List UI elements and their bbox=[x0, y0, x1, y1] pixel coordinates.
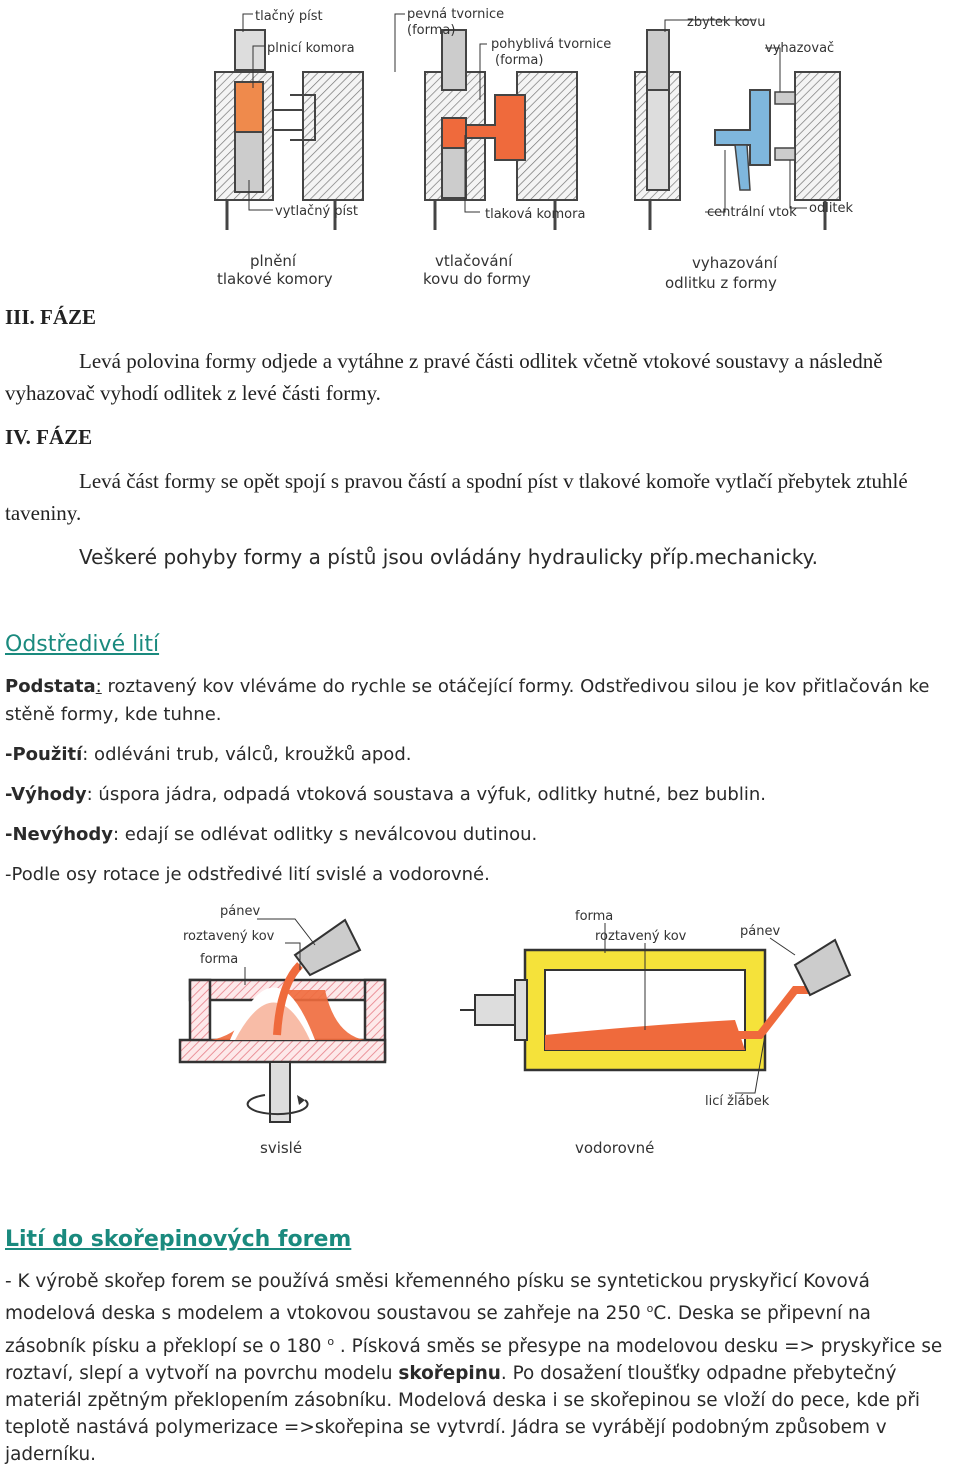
label-pevna-tvornice: pevná tvornice bbox=[407, 7, 505, 22]
label-roztaveny-kov: roztavený kov bbox=[183, 929, 275, 944]
caption-kovu-do-formy: kovu do formy bbox=[423, 270, 531, 288]
podstata-label: Podstata bbox=[5, 676, 96, 697]
label-zbytek-kovu: zbytek kovu bbox=[687, 15, 766, 30]
osy-line: -Podle osy rotace je odstředivé lití svislé a vodorovné. bbox=[5, 864, 490, 885]
label-odlitek: odlitek bbox=[809, 201, 854, 216]
pouziti-text: : odléváni trub, válců, kroužků apod. bbox=[82, 744, 412, 765]
shell-text-3: . Písková směs se přesype na modelovou desku => pryskyřice se roztaví, slepí a vytvoří na povrchu modelu bbox=[5, 1335, 943, 1384]
label-roztaveny-kov-right: roztavený kov bbox=[595, 929, 687, 944]
label-vyhazovac: vyhazovač bbox=[765, 41, 835, 56]
horizontal-casting-figure bbox=[460, 940, 850, 1070]
shell-text-4: . Po dosažení tloušťky odpadne přebytečný materiál zpětným překlopením zásobníku. Modelová deska i se skořepinou se vloží do pece, kde při teplotě nastává polymerizace =>skořepina se vytvrdí. Jádra se vyrábějí podobným způsobem v jaderníku. bbox=[5, 1362, 921, 1466]
vyhody-label: -Výhody bbox=[5, 784, 87, 805]
label-pohybliva-tvornice: pohyblivá tvornice bbox=[491, 37, 612, 52]
phase-ejection-diagram bbox=[635, 30, 840, 230]
podstata-text: roztavený kov vléváme do rychle se otáčející formy. Odstředivou silou je kov přitlačován ke stěně formy, kde tuhne. bbox=[5, 676, 930, 725]
label-panev-right: pánev bbox=[740, 924, 781, 939]
die-casting-diagram bbox=[195, 0, 875, 300]
nevyhody-label: -Nevýhody bbox=[5, 824, 114, 845]
label-plnici-komora: plnicí komora bbox=[267, 41, 355, 56]
podstata-paragraph bbox=[5, 673, 945, 729]
label-forma-left: forma bbox=[200, 952, 239, 967]
label-panev: pánev bbox=[220, 904, 261, 919]
nevyhody-line bbox=[5, 821, 537, 849]
pouziti-line bbox=[5, 741, 411, 769]
phase4-text: Levá část formy se opět spojí s pravou částí a spodní píst v tlakové komoře vytlačí přebytek ztuhlé taveniny. bbox=[5, 469, 908, 525]
phase4-title: IV. FÁZE bbox=[5, 425, 93, 449]
pouziti-label: -Použití bbox=[5, 744, 83, 765]
label-centralni: centrální vtok bbox=[707, 205, 797, 220]
nevyhody-text: : edají se odlévat odlitky s neválcovou dutinou. bbox=[113, 824, 538, 845]
centrifugal-heading: Odstředivé lití bbox=[5, 632, 160, 657]
phase3-text: Levá polovina formy odjede a vytáhne z pravé části odlitek včetně vtokové soustavy a následně vyhazovač vyhodí odlitek z levé části formy. bbox=[5, 349, 883, 405]
label-tlacny-pist: tlačný píst bbox=[255, 9, 323, 24]
degree-sign-2: o bbox=[327, 1334, 335, 1348]
phase3-title: III. FÁZE bbox=[5, 305, 97, 329]
label-lici-zlabek: licí žlábek bbox=[705, 1094, 770, 1109]
shell-bold-term: skořepinu bbox=[398, 1362, 501, 1384]
label-forma: (forma) bbox=[407, 23, 456, 38]
vyhody-line bbox=[5, 781, 766, 809]
shell-text-1: - K výrobě skořep forem se používá směsi křemenného písku se syntetickou pryskyřicí Kovová modelová deska s modelem a vtokovou soustavou se zahřeje na 250 bbox=[5, 1271, 870, 1325]
centrifugal-casting-diagram bbox=[175, 895, 895, 1170]
label-forma-2: (forma) bbox=[495, 53, 544, 68]
shell-heading: Lití do skořepinových forem bbox=[5, 1227, 352, 1252]
caption-vyhazovani: vyhazování bbox=[692, 254, 778, 272]
label-vytlacny-pist: vytlačný píst bbox=[275, 204, 359, 219]
shell-text-2: C. Deska se připevní na zásobník písku a překlopí se o 180 bbox=[5, 1303, 871, 1357]
label-tlakova-komora: tlaková komora bbox=[485, 207, 586, 222]
caption-tlakove-komory: tlakové komory bbox=[217, 270, 333, 288]
podstata-colon: : bbox=[95, 676, 102, 697]
caption-vtlacovani: vtlačování bbox=[435, 252, 513, 270]
phase4-text2: Veškeré pohyby formy a pístů jsou ovládány hydraulicky příp.mechanicky. bbox=[79, 545, 818, 569]
caption-svisle: svislé bbox=[260, 1139, 303, 1157]
caption-plneni: plnění bbox=[250, 252, 297, 270]
vertical-casting-figure bbox=[180, 920, 385, 1122]
caption-vodorovne: vodorovné bbox=[575, 1139, 655, 1157]
degree-sign-1: o bbox=[646, 1302, 654, 1316]
caption-odlitku-z-formy: odlitku z formy bbox=[665, 274, 777, 292]
shell-paragraph bbox=[5, 1268, 957, 1469]
phase-filling-diagram bbox=[215, 30, 363, 230]
label-forma-right: forma bbox=[575, 909, 614, 924]
vyhody-text: : úspora jádra, odpadá vtoková soustava a výfuk, odlitky hutné, bez bublin. bbox=[86, 784, 766, 805]
